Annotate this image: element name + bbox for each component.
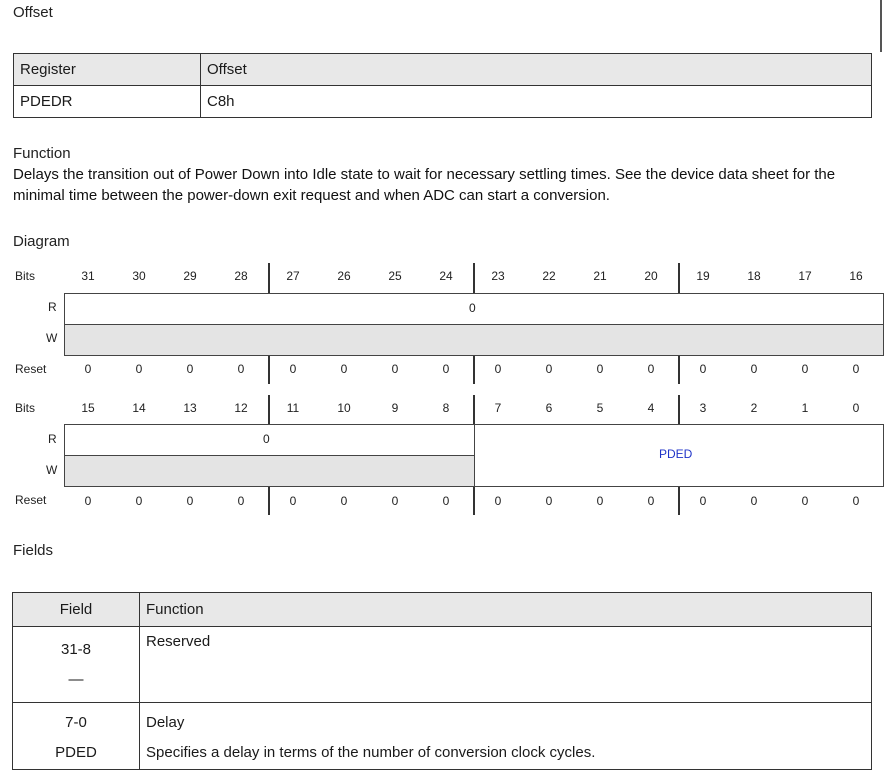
w-label-lower: W — [46, 463, 58, 477]
function-heading: Function — [13, 145, 71, 162]
reset-value: 0 — [750, 494, 758, 508]
bit-number: 17 — [798, 269, 812, 283]
bit-number: 26 — [337, 269, 351, 283]
field-cell — [13, 703, 140, 770]
register-offset: C8h — [201, 86, 872, 118]
table-row — [13, 703, 872, 770]
reset-value: 0 — [442, 494, 450, 508]
byte-separator — [268, 356, 270, 384]
bit-number: 31 — [81, 269, 95, 283]
byte-separator — [678, 395, 680, 424]
byte-separator — [268, 263, 270, 293]
reset-value: 0 — [84, 494, 92, 508]
byte-separator — [678, 356, 680, 384]
offset-header: Offset — [201, 54, 872, 86]
reset-value: 0 — [289, 362, 297, 376]
scrollbar-edge — [880, 0, 882, 52]
lower-r-row — [64, 424, 475, 456]
table-row — [13, 627, 872, 703]
bit-number: 2 — [750, 401, 758, 415]
reset-value: 0 — [186, 362, 194, 376]
diagram-heading: Diagram — [13, 233, 70, 250]
bit-number: 23 — [491, 269, 505, 283]
bit-number: 22 — [542, 269, 556, 283]
reset-value: 0 — [699, 494, 707, 508]
reset-value: 0 — [647, 362, 655, 376]
reset-value: 0 — [340, 494, 348, 508]
bit-number: 25 — [388, 269, 402, 283]
reset-value: 0 — [135, 494, 143, 508]
offset-table-row — [14, 86, 872, 118]
lower-r-value: 0 — [263, 432, 270, 446]
bit-number: 0 — [852, 401, 860, 415]
bit-number: 27 — [286, 269, 300, 283]
function-cell — [140, 627, 872, 703]
bit-number: 14 — [132, 401, 146, 415]
reset-value: 0 — [596, 362, 604, 376]
reset-value: 0 — [545, 494, 553, 508]
reset-value: 0 — [494, 362, 502, 376]
reset-label-upper: Reset — [15, 362, 47, 376]
upper-w-row — [64, 324, 884, 356]
reset-value: 0 — [801, 362, 809, 376]
reset-value: 0 — [84, 362, 92, 376]
r-label-upper: R — [48, 300, 57, 314]
bit-number: 1 — [801, 401, 809, 415]
bits-label-upper: Bits — [15, 269, 36, 283]
field-bits: 31-8 — [60, 641, 92, 658]
reset-value: 0 — [750, 362, 758, 376]
offset-heading: Offset — [13, 4, 53, 21]
byte-separator — [678, 487, 680, 515]
byte-separator — [473, 487, 475, 515]
reset-value: 0 — [186, 494, 194, 508]
bit-number: 18 — [747, 269, 761, 283]
field-column-header: Field — [13, 593, 140, 627]
field-function-title: Reserved — [146, 633, 211, 650]
reset-value: 0 — [852, 494, 860, 508]
reset-label-lower: Reset — [15, 493, 47, 507]
function-column-header: Function — [140, 593, 872, 627]
bit-number: 10 — [337, 401, 351, 415]
reset-value: 0 — [494, 494, 502, 508]
bit-number: 9 — [391, 401, 399, 415]
function-description: Delays the transition out of Power Down into Idle state to wait for necessary settling times. See the device data sheet for the minimal time between the power-down exit request and when ADC can start a conversion. — [13, 166, 836, 204]
field-name: PDED — [55, 744, 97, 761]
register-header: Register — [14, 54, 201, 86]
fields-table — [12, 592, 872, 770]
field-name: — — [68, 671, 84, 688]
bit-number: 3 — [699, 401, 707, 415]
bit-number: 30 — [132, 269, 146, 283]
reset-value: 0 — [237, 494, 245, 508]
bit-number: 20 — [644, 269, 658, 283]
bit-number: 29 — [183, 269, 197, 283]
bit-number: 11 — [286, 401, 300, 415]
bit-number: 24 — [439, 269, 453, 283]
byte-separator — [268, 487, 270, 515]
reset-value: 0 — [135, 362, 143, 376]
byte-separator — [678, 263, 680, 293]
bit-number: 19 — [696, 269, 710, 283]
bit-number: 5 — [596, 401, 604, 415]
r-label-lower: R — [48, 432, 57, 446]
reset-value: 0 — [699, 362, 707, 376]
byte-separator — [473, 263, 475, 293]
byte-separator — [473, 395, 475, 424]
w-label-upper: W — [46, 331, 58, 345]
reset-value: 0 — [852, 362, 860, 376]
fields-table-header — [13, 593, 872, 627]
bit-number: 16 — [849, 269, 863, 283]
lower-w-row — [64, 455, 475, 487]
bit-number: 7 — [494, 401, 502, 415]
offset-table — [13, 53, 872, 118]
bit-number: 13 — [183, 401, 197, 415]
bit-number: 4 — [647, 401, 655, 415]
reset-value: 0 — [801, 494, 809, 508]
upper-r-row — [64, 293, 884, 325]
reset-value: 0 — [340, 362, 348, 376]
reset-value: 0 — [391, 494, 399, 508]
reset-value: 0 — [289, 494, 297, 508]
bit-number: 21 — [593, 269, 607, 283]
field-bits: 7-0 — [65, 714, 87, 731]
byte-separator — [473, 356, 475, 384]
field-function-title: Delay — [146, 714, 185, 731]
reset-value: 0 — [596, 494, 604, 508]
reset-value: 0 — [545, 362, 553, 376]
offset-table-header — [14, 54, 872, 86]
reset-value: 0 — [647, 494, 655, 508]
bit-number: 6 — [545, 401, 553, 415]
pded-field-box — [474, 424, 884, 487]
reset-value: 0 — [442, 362, 450, 376]
byte-separator — [268, 395, 270, 424]
upper-r-value: 0 — [469, 301, 476, 315]
field-function-desc: Specifies a delay in terms of the number of conversion clock cycles. — [146, 744, 596, 761]
reset-value: 0 — [391, 362, 399, 376]
bits-label-lower: Bits — [15, 401, 36, 415]
bit-number: 12 — [234, 401, 248, 415]
function-cell — [140, 703, 872, 770]
field-cell — [13, 627, 140, 703]
reset-value: 0 — [237, 362, 245, 376]
bit-number: 8 — [442, 401, 450, 415]
pded-field-label: PDED — [659, 447, 693, 461]
register-name: PDEDR — [14, 86, 201, 118]
bit-number: 15 — [81, 401, 95, 415]
fields-heading: Fields — [13, 542, 54, 559]
bit-number: 28 — [234, 269, 248, 283]
